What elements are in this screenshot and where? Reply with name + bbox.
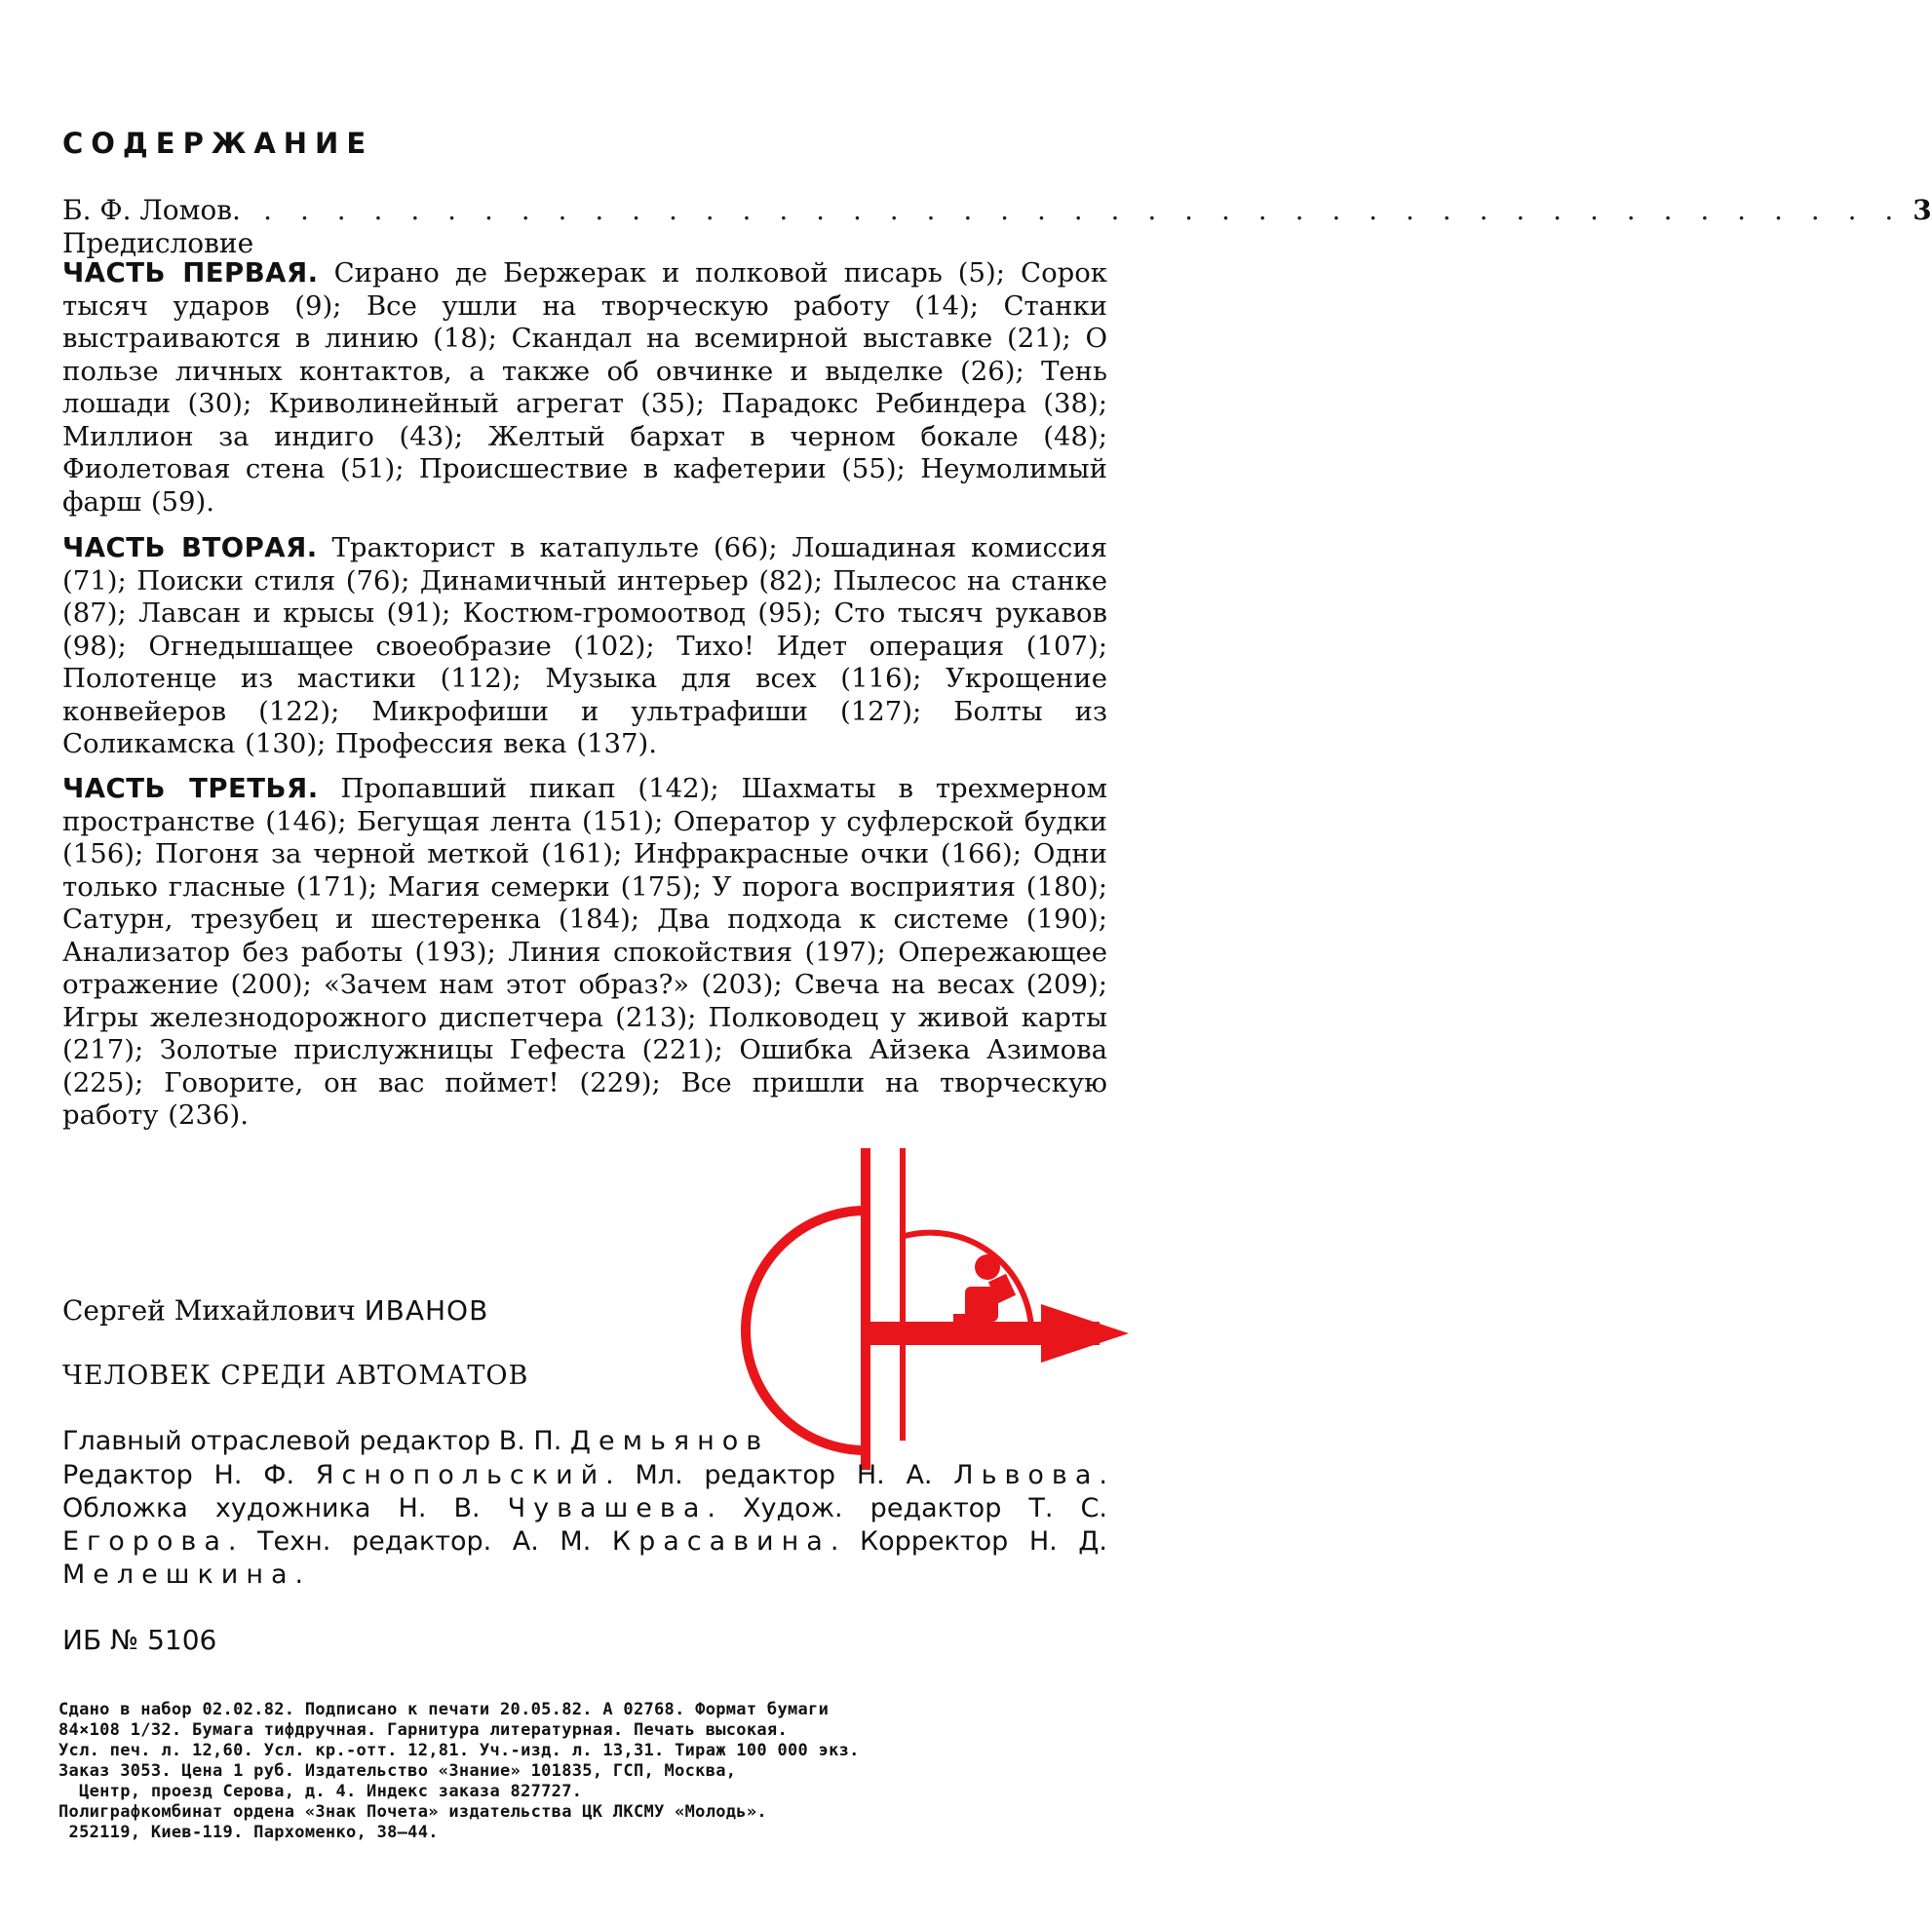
dot-leader: . . . . . . . . . . . . . . . . . . . . . . . . . . . . . . . . . . . . . . . . . . . . .	[263, 194, 1904, 226]
preface-title: Б. Ф. Ломов. Предисловие	[62, 194, 254, 259]
toc-preface-entry	[62, 194, 1932, 260]
staff-role: . Худож. редактор Т. С.	[707, 1493, 1107, 1523]
imprint-block	[58, 1700, 1121, 1843]
toc-part-two	[62, 532, 1107, 761]
staff-name: Мелешкина	[62, 1560, 295, 1590]
editorial-staff	[62, 1459, 1107, 1592]
staff-name: Чувашева	[507, 1493, 708, 1523]
imprint-line: Усл. печ. л. 12,60. Усл. кр.-отт. 12,81. Уч.-изд. л. 13,31. Тираж 100 000 экз.	[58, 1741, 860, 1760]
staff-role: Редактор Н. Ф.	[62, 1460, 295, 1490]
part-label: ЧАСТЬ ВТОРАЯ.	[62, 532, 318, 563]
author-surname: ИВАНОВ	[364, 1294, 489, 1327]
imprint-line: Сдано в набор 02.02.82. Подписано к печати 20.05.82. А 02768. Формат бумаги	[58, 1700, 830, 1719]
staff-name: Егорова	[62, 1526, 228, 1557]
toc-part-one	[62, 257, 1107, 519]
imprint-line: 84×108 1/32. Бумага тифдручная. Гарнитура литературная. Печать высокая.	[58, 1720, 788, 1740]
toc-heading: СОДЕРЖАНИЕ	[62, 127, 374, 160]
staff-name: Красавина	[611, 1526, 831, 1557]
publisher-emblem-icon	[749, 1148, 1129, 1470]
part-contents: Пропавший пикап (142); Шахматы в трехмерном пространстве (146); Бегущая лента (151); Оператор у суфлерской будки (156); Погоня за черной меткой (161); Инфракрасные очки (166); Одни только гласные (171); Магия семерки (175); У порога восприятия (180); Сатурн, трезубец и шестеренка (184); Два подхода к системе (190); Анализатор без работы (193); Линия спокойствия (197); Опережающее отражение (200); «Зачем нам этот образ?» (203); Свеча на весах (209); Игры железнодорожного диспетчера (213); Полководец у живой карты (217); Золотые прислужницы Гефеста (221); Ошибка Айзека Азимова (225); Говорите, он вас поймет! (229); Все пришли на творческую работу (236).	[62, 773, 1107, 1131]
author-name	[62, 1294, 488, 1328]
staff-name: Львова	[953, 1460, 1100, 1490]
imprint-line: Полиграфкомбинат ордена «Знак Почета» издательства ЦК ЛКСМУ «Молодь».	[58, 1802, 767, 1822]
staff-end: .	[294, 1560, 304, 1590]
book-title: ЧЕЛОВЕК СРЕДИ АВТОМАТОВ	[62, 1361, 529, 1391]
part-contents: Тракторист в катапульте (66); Лошадиная комиссия (71); Поиски стиля (76); Динамичный интерьер (82); Пылесос на станке (87); Лавсан и крысы (91); Костюм-громоотвод (95); Сто тысяч рукавов (98); Огнедышащее своеобразие (102); Тихо! Идет операция (107); Полотенце из мастики (112); Музыка для всех (116); Укрощение конвейеров (122); Микрофиши и ультрафиши (127); Болты из Соликамска (130); Профессия века (137).	[62, 532, 1108, 759]
staff-role: Главный отраслевой редактор В. П.	[62, 1426, 562, 1456]
imprint-line: Центр, проезд Серова, д. 4. Индекс заказа 827727.	[58, 1782, 583, 1801]
staff-role: . Корректор Н. Д.	[830, 1526, 1107, 1557]
staff-role: . Техн. редактор. А. М.	[227, 1526, 592, 1557]
imprint-line: Заказ 3053. Цена 1 руб. Издательство «Знание» 101835, ГСП, Москва,	[58, 1761, 737, 1781]
chief-editor-line	[62, 1425, 1107, 1458]
ib-number: ИБ № 5106	[62, 1624, 217, 1656]
author-given-names: Сергей Михайлович	[62, 1294, 356, 1327]
imprint-line: 252119, Киев-119. Пархоменко, 38—44.	[58, 1823, 439, 1842]
staff-role: . Мл. редактор Н. А.	[605, 1460, 933, 1490]
staff-role: . Обложка художника Н. В.	[62, 1460, 1107, 1523]
preface-page-number: 3	[1913, 194, 1932, 226]
part-contents: Сирано де Бержерак и полковой писарь (5); Сорок тысяч ударов (9); Все ушли на творческую работу (14); Станки выстраиваются в линию (18); Скандал на всемирной выставке (21); О пользе личных контактов, а также об овчинке и выделке (26); Тень лошади (30); Криволинейный агрегат (35); Парадокс Ребиндера (38); Миллион за индиго (43); Желтый бархат в черном бокале (48); Фиолетовая стена (51); Происшествие в кафетерии (55); Неумолимый фарш (59).	[62, 257, 1107, 518]
staff-name: Демьянов	[569, 1426, 770, 1456]
part-label: ЧАСТЬ ПЕРВАЯ.	[62, 257, 319, 289]
toc-part-three	[62, 773, 1107, 1133]
staff-name: Яснопольский	[315, 1460, 606, 1490]
part-label: ЧАСТЬ ТРЕТЬЯ.	[62, 773, 319, 804]
